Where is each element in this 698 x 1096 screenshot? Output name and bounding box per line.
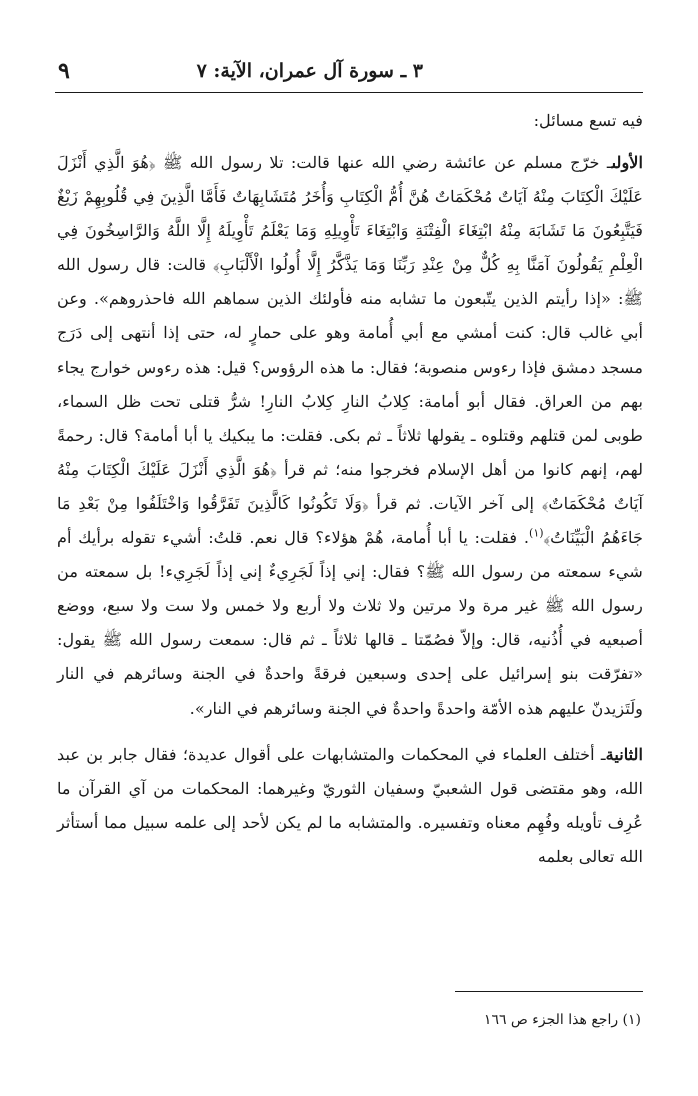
first-text-1: ـ خرّج مسلم عن عائشة رضي الله عنها قالت: تلا رسول الله ﷺ xyxy=(162,153,612,172)
footnote-rule xyxy=(455,991,643,992)
running-header xyxy=(58,58,643,92)
first-text-2: قالت: قال رسول الله ﷺ: «إذا رأيتم الذين يتّبعون ما تشابه منه فأولئك الذين سماهم الله فاحذروهم». وعن أبي غالب قال: كنت أمشي مع أبي أُمامة وهو على حمارٍ له، حتى إذا أنتهى إلى دَرَج مسجد دمشق فإذا رءوس منصوبة؛ فقال: ما هذه الرؤوس؟ قيل: هذه رءوس خوارج يجاء بهم من العراق. فقال أبو أمامة: كِلابُ النارِ كِلابُ النارِ! شرُّ قتلى تحت ظل السماء، طوبى لمن قتلهم وقتلوه ـ يقولها ثلاثاً ـ ثم بكى. فقلت: ما يبكيك يا أبا أمامة؟ قال: رحمةً لهم، إنهم كانوا من أهل الإسلام فخرجوا منه؛ ثم قرأ xyxy=(57,255,643,479)
paragraph-first xyxy=(57,146,643,726)
first-text-3: إلى آخر الآيات. ثم قرأ xyxy=(376,493,534,513)
main-text xyxy=(57,104,643,874)
section-heading-second: الثانية xyxy=(605,744,643,764)
header-rule xyxy=(55,92,643,93)
second-text-1: ـ أختلف العلماء في المحكمات والمتشابهات على أقوال عديدة؛ فقال جابر بن عبد الله، وهو مقتضى قول الشعبيّ وسفيان الثوريّ وغيرهما: المحكمات من آي القرآن ما عُرِف تأويله وفُهِم معناه وتفسيره. والمتشابه ما لم يكن لأحد إلى علمه سبيل مما أستأثر الله تعالى بعلمه xyxy=(57,744,643,866)
running-title: ٣ ـ سورة آل عمران، الآية: ٧ xyxy=(196,60,423,82)
quran-verse-1: ﴿هُوَ الَّذِي أَنْزَلَ عَلَيْكَ الْكِتَابَ مِنْهُ آيَاتٌ مُحْكَمَاتٌ هُنَّ أُمُّ الْكِتَابِ وَأُخَرُ مُتَشَابِهَاتٌ فَأَمَّا الَّذِينَ فِي قُلُوبِهِمْ زَيْغٌ فَيَتَّبِعُونَ مَا تَشَابَهَ مِنْهُ ابْتِغَاءَ الْفِتْنَةِ وَابْتِغَاءَ تَأْوِيلِهِ وَمَا يَعْلَمُ تَأْوِيلَهُ إِلَّا اللَّهُ وَالرَّاسِخُونَ فِي الْعِلْمِ يَقُولُونَ آمَنَّا بِهِ كُلٌّ مِنْ عِنْدِ رَبِّنَا وَمَا يَذَّكَّرُ إِلَّا أُولُوا الْأَلْبَابِ﴾ xyxy=(57,153,643,275)
footnote: (١) راجع هذا الجزء ص ١٦٦ xyxy=(483,1012,641,1028)
intro-line: فيه تسع مسائل: xyxy=(533,111,643,130)
first-text-4: . فقلت: يا أبا أُمامة، هُمْ هؤلاء؟ قال نعم. قلتُ: أشيء تقوله برأيك أم شيء سمعته من رسول الله ﷺ؟ فقال: إني إذاً لَجَرِيءٌ إني إذاً لَجَرِيء! بل سمعته من رسول الله ﷺ غير مرة ولا مرتين ولا ثلاث ولا أربع ولا خمس ولا ست ولا سبع، ووضع أصبعيه في أُذُنيه، قال: وإلاّ فصُمّتا ـ قالها ثلاثاً ـ ثم قال: سمعت رسول الله ﷺ يقول: «تفرّقت بنو إسرائيل على إحدى وسبعين فرقةً واحدةٌ في الجنة وسائرهم في النار ولَتَزيدنّ عليهم هذه الأمّة واحدةً واحدةٌ في الجنة وسائرهم في النار». xyxy=(57,528,643,718)
quran-verse-3: ﴿وَلَا تَكُونُوا كَالَّذِينَ تَفَرَّقُوا وَاخْتَلَفُوا مِنْ بَعْدِ مَا جَاءَهُمُ الْبَيِّنَاتُ﴾ xyxy=(57,493,643,548)
quran-verse-2: ﴿هُوَ الَّذِي أَنْزَلَ عَلَيْكَ الْكِتَابَ مِنْهُ آيَاتٌ مُحْكَمَاتٌ﴾ xyxy=(57,459,643,513)
paragraph-second xyxy=(57,738,643,874)
page-number: ٩ xyxy=(58,58,70,84)
footnote-reference[interactable]: (١) xyxy=(529,526,544,540)
section-heading-first: الأولى xyxy=(611,153,643,172)
